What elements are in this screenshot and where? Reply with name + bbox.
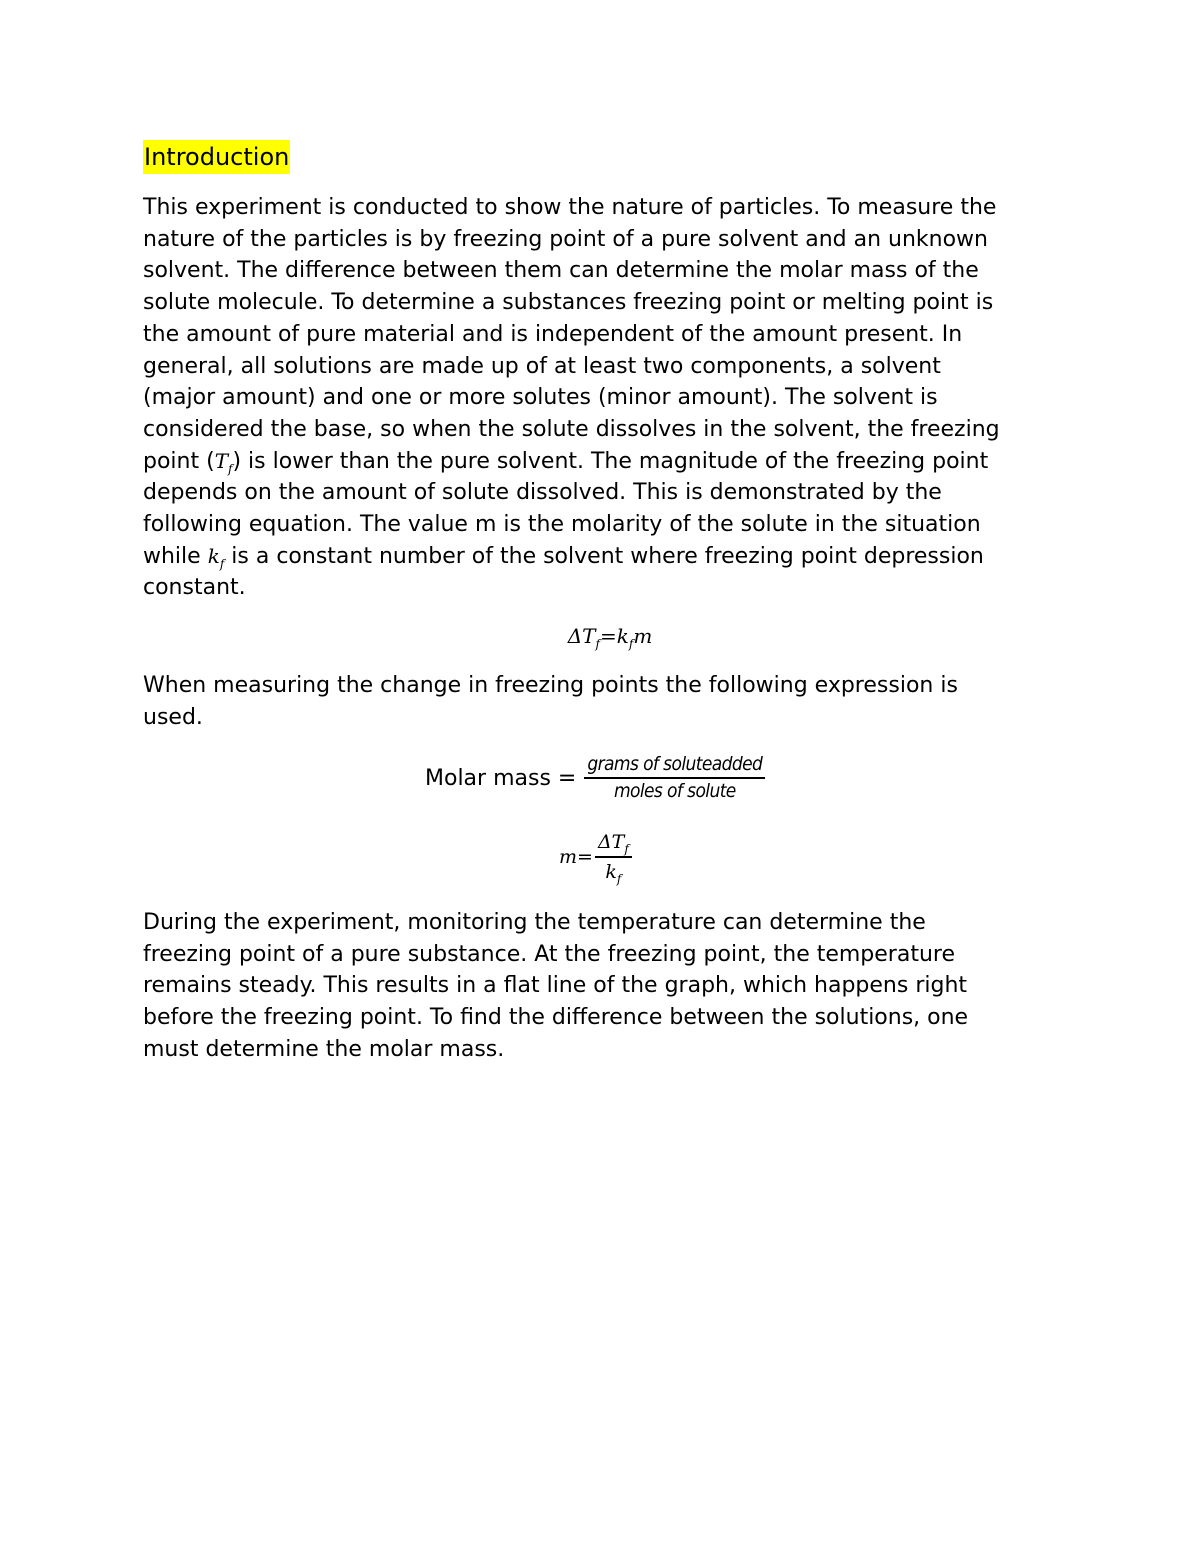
- equation-molality: [559, 828, 632, 886]
- text-line: constant.: [143, 575, 246, 601]
- math-symbol: m: [633, 624, 653, 648]
- math-symbol: ΔT: [567, 624, 596, 648]
- text-line: the amount of pure material and is independent of the amount present. In: [143, 321, 963, 347]
- text-fragment: point (: [143, 448, 215, 474]
- equation-label: Molar mass =: [425, 765, 577, 791]
- text-line: nature of the particles is by freezing point of a pure solvent and an unknown: [143, 226, 988, 252]
- math-symbol: ΔT: [597, 831, 625, 853]
- text-line: This experiment is conducted to show the nature of particles. To measure the: [143, 195, 997, 220]
- text-line: When measuring the change in freezing points the following expression is: [143, 673, 958, 698]
- text-fragment: ) is lower than the pure solvent. The magnitude of the freezing point: [232, 448, 989, 474]
- fraction: [584, 752, 765, 804]
- math-subscript: f: [219, 556, 225, 571]
- math-symbol: T: [214, 448, 229, 473]
- math-subscript: f: [595, 637, 600, 651]
- text-line: remains steady. This results in a flat line of the graph, which happens right: [143, 973, 968, 999]
- fraction-numerator: [595, 828, 632, 856]
- math-subscript: f: [624, 842, 629, 856]
- text-line: solvent. The difference between them can determine the molar mass of the: [143, 258, 979, 284]
- inline-math-kf: [207, 543, 225, 571]
- text-line: must determine the molar mass.: [143, 1036, 505, 1062]
- fraction-denominator: [602, 858, 624, 886]
- fraction-denominator: moles of solute: [613, 780, 736, 802]
- math-subscript: f: [616, 872, 622, 886]
- text-line-inline-math: [143, 446, 1063, 478]
- section-heading: Introduction: [143, 140, 290, 174]
- text-line: depends on the amount of solute dissolved. This is demonstrated by the: [143, 480, 942, 506]
- text-line: During the experiment, monitoring the temperature can determine the: [143, 910, 926, 935]
- text-line: solute molecule. To determine a substances freezing point or melting point is: [143, 290, 994, 316]
- math-symbol: k: [207, 543, 220, 568]
- equation-molar-mass: [425, 752, 765, 804]
- inline-math-tf: [214, 448, 233, 476]
- text-fragment: is a constant number of the solvent where freezing point depression: [224, 543, 984, 569]
- math-symbol: =k: [599, 624, 629, 648]
- fraction: [595, 828, 632, 886]
- text-line-inline-math: [143, 541, 1063, 573]
- text-line: before the freezing point. To find the difference between the solutions, one: [143, 1005, 969, 1031]
- math-subscript: f: [228, 461, 233, 476]
- text-line: used.: [143, 704, 203, 730]
- text-line: considered the base, so when the solute dissolves in the solvent, the freezing: [143, 416, 1000, 442]
- intro-paragraph: [143, 192, 1063, 604]
- text-line: general, all solutions are made up of at least two components, a solvent: [143, 353, 941, 379]
- math-symbol: k: [605, 861, 617, 883]
- experiment-paragraph: [143, 907, 968, 1066]
- text-line: (major amount) and one or more solutes (minor amount). The solvent is: [143, 385, 938, 411]
- math-subscript: f: [628, 637, 634, 651]
- equation-lhs: m=: [559, 846, 593, 868]
- text-fragment: while: [143, 543, 208, 569]
- expression-paragraph: [143, 670, 958, 733]
- text-line: freezing point of a pure substance. At the freezing point, the temperature: [143, 941, 956, 967]
- equation-freezing-depression: [143, 624, 1063, 651]
- text-line: following equation. The value m is the molarity of the solute in the situation: [143, 512, 981, 538]
- fraction-numerator: grams of soluteadded: [587, 753, 763, 775]
